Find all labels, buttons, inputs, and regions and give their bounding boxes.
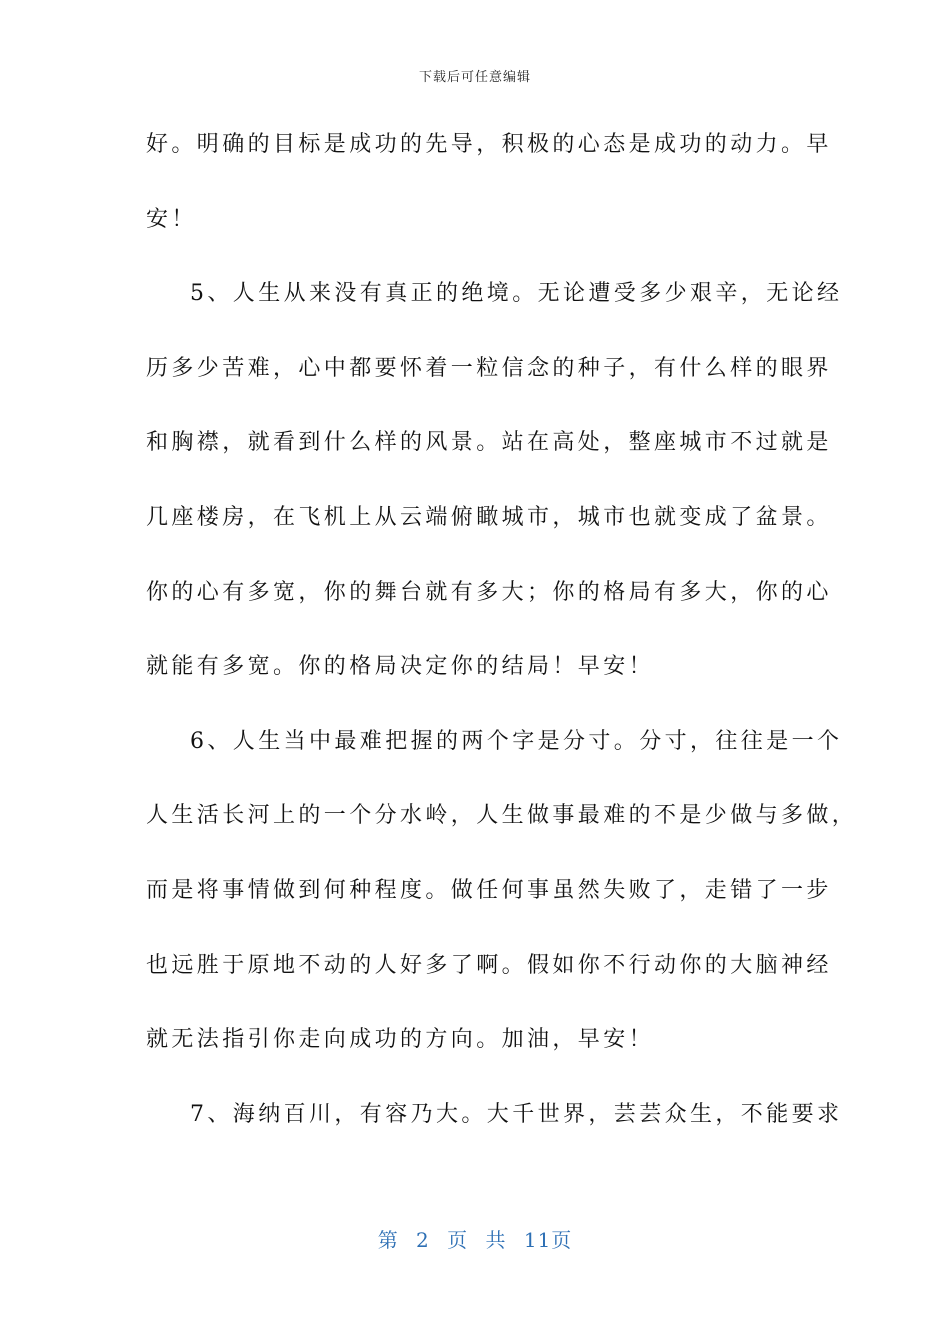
text-line: 人生活长河上的一个分水岭，人生做事最难的不是少做与多做，: [146, 803, 858, 829]
page-prefix: 第: [377, 1228, 399, 1252]
text-line: 就无法指引你走向成功的方向。加油，早安！: [146, 1027, 655, 1053]
text-line: 历多少苦难，心中都要怀着一粒信念的种子，有什么样的眼界: [146, 355, 832, 381]
paragraph-start-line: 6、人生当中最难把握的两个字是分寸。分寸，往往是一个: [190, 728, 843, 754]
paragraph-start-line: 7、海纳百川，有容乃大。大千世界，芸芸众生，不能要求: [190, 1101, 843, 1127]
text-line: 安！: [146, 206, 197, 232]
total-prefix: 共: [485, 1228, 507, 1252]
text-line: 和胸襟，就看到什么样的风景。站在高处，整座城市不过就是: [146, 430, 832, 456]
total-pages: 11页: [523, 1228, 573, 1252]
page-mid: 页: [447, 1228, 469, 1252]
paragraph-start-line: 5、人生从来没有真正的绝境。无论遭受多少艰辛，无论经: [190, 281, 843, 307]
text-line: 也远胜于原地不动的人好多了啊。假如你不行动你的大脑神经: [146, 952, 832, 978]
text-line: 好。明确的目标是成功的先导，积极的心态是成功的动力。早: [146, 132, 832, 157]
document-body: [146, 118, 858, 1162]
text-line: 而是将事情做到何种程度。做任何事虽然失败了，走错了一步: [146, 877, 832, 903]
text-line: 你的心有多宽，你的舞台就有多大；你的格局有多大，你的心: [146, 579, 832, 605]
page-number: 2: [416, 1228, 430, 1252]
header-note: 下载后可任意编辑: [418, 70, 531, 85]
text-line: 就能有多宽。你的格局决定你的结局！早安！: [146, 654, 655, 680]
text-line: 几座楼房，在飞机上从云端俯瞰城市，城市也就变成了盆景。: [146, 504, 832, 530]
page-footer: [0, 1224, 950, 1253]
